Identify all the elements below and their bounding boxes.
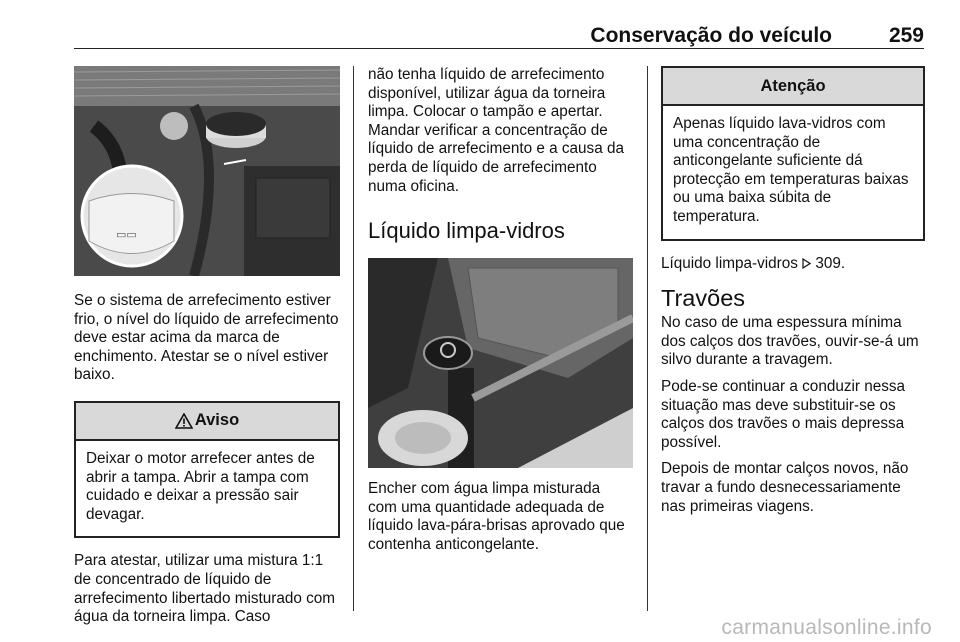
refill-text: Para atestar, utilizar uma mistura 1:1 de concentrado de líquido de arrefecimento libertado misturado com água da torneira limpa. Caso <box>74 552 336 626</box>
page-number: 259 <box>888 24 924 47</box>
warning-triangle-icon <box>175 413 193 429</box>
column-divider <box>353 66 354 611</box>
warning-title: Aviso <box>194 411 240 430</box>
attention-title: Atenção <box>760 76 826 95</box>
brakes-para-1: No caso de uma espessura mínima dos calços dos travões, ouvir-se-á um silvo durante a travagem. <box>661 314 919 369</box>
chapter-title: Conservação do veículo <box>590 24 832 47</box>
triangle-arrow-icon <box>802 258 811 269</box>
warning-text: Deixar o motor arrefecer antes de abrir a tampa. Abrir a tampa com cuidado e deixar a pressão sair devagar. <box>86 449 315 523</box>
brakes-para-3: Depois de montar calços novos, não travar a fundo desnecessariamente nas primeiras viagens. <box>661 460 909 515</box>
page-header <box>74 22 924 49</box>
section-heading-brakes: Travões <box>661 285 746 312</box>
brakes-para-2: Pode-se continuar a conduzir nessa situação mas deve substituir-se os calços dos travões o mais depressa possível. <box>661 377 906 451</box>
cross-reference-label: Líquido limpa-vidros <box>661 254 803 272</box>
washer-reservoir-photo <box>368 258 633 468</box>
attention-text: Apenas líquido lava-vidros com uma concentração de anticongelante suficiente dá protecção em temperaturas baixas ou uma baixa súbita de temperatura. <box>673 115 909 225</box>
attention-box <box>661 66 925 241</box>
warning-box <box>74 401 340 538</box>
column-middle <box>368 66 633 555</box>
cross-reference-page: 309. <box>811 254 846 272</box>
coolant-continued-text: não tenha líquido de arrefecimento disponível, utilizar água da torneira limpa. Colocar o tampão e apertar. Mandar verificar a concentração de líquido de arrefecimento e a causa da perda de líquido de arrefecimento numa oficina. <box>368 66 624 195</box>
washer-fill-text: Encher com água limpa misturada com uma quantidade adequada de líquido lava-pára-brisas aprovado que contenha anticongelante. <box>368 480 625 553</box>
section-heading-washer-fluid: Líquido limpa-vidros <box>368 218 565 244</box>
coolant-check-text: Se o sistema de arrefecimento estiver frio, o nível do líquido de arrefecimento deve estar acima da marca de enchimento. Atestar se o nível estiver baixo. <box>74 292 339 384</box>
column-left <box>74 66 340 627</box>
cross-reference[interactable] <box>661 255 925 274</box>
attention-box-header <box>663 68 923 106</box>
watermark: carmanualsonline.info <box>721 616 932 639</box>
coolant-reservoir-photo <box>74 66 340 276</box>
warning-box-header <box>76 403 338 441</box>
column-right <box>661 66 925 516</box>
svg-text:▭▭: ▭▭ <box>116 229 137 241</box>
column-divider <box>647 66 648 611</box>
